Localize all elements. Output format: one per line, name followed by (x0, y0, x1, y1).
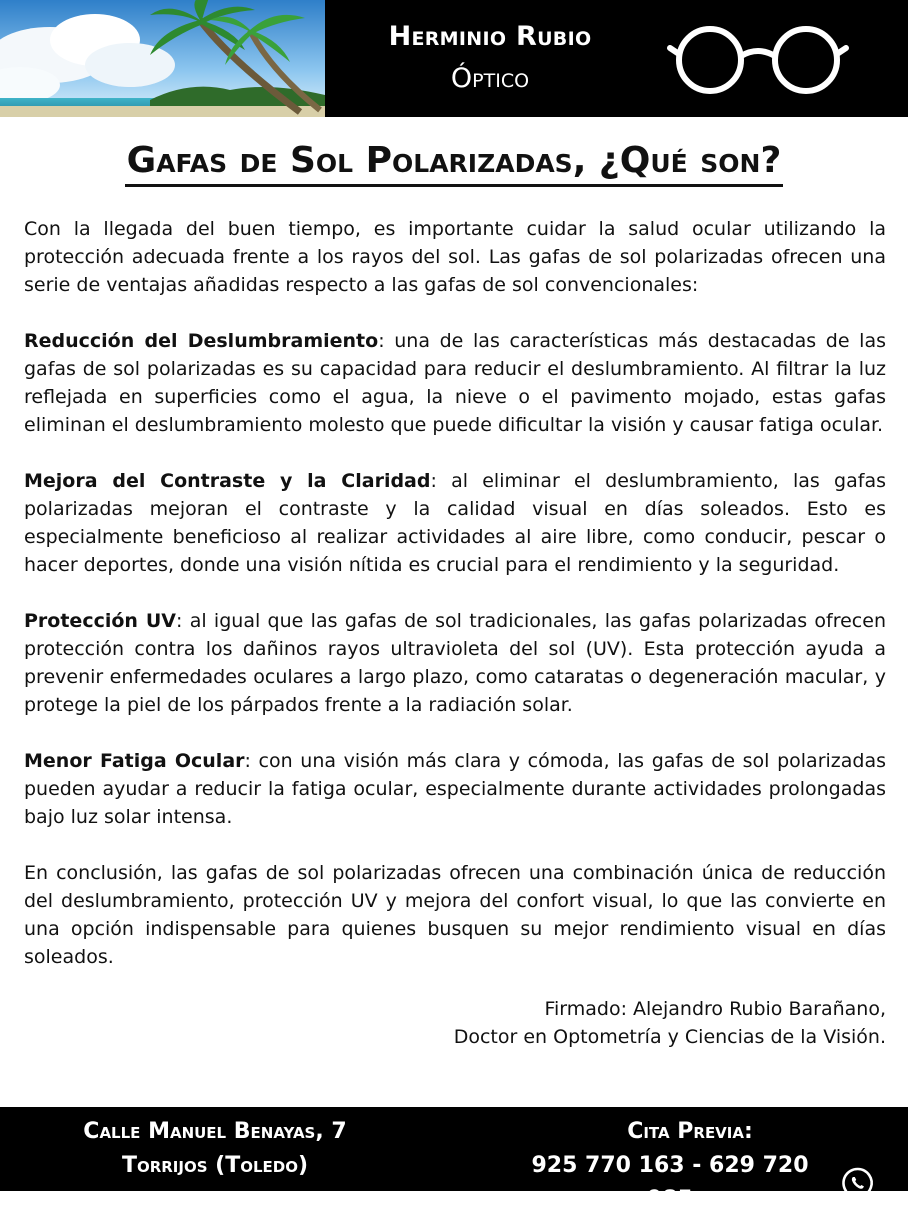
brand-name: Herminio Rubio (388, 21, 592, 52)
section-paragraph (24, 467, 886, 579)
section-heading: Reducción del Deslumbramiento (24, 330, 379, 352)
section-text: : con una visión más clara y cómoda, las gafas de sol polarizadas pueden ayudar a reducir la fatiga ocular, especialmente durante actividades prolongadas bajo luz solar intensa. (24, 750, 886, 828)
address-street: Calle Manuel Benayas, 7 (83, 1119, 347, 1144)
address-block (60, 1115, 370, 1183)
article-body (24, 215, 886, 1051)
section-text: : al eliminar el deslumbramiento, las gafas polarizadas mejoran el contraste y la calidad visual en días soleados. Esto es especialmente beneficioso al realizar actividades al aire libre, como conducir, pescar o hacer deportes, donde una visión nítida es crucial para el rendimiento y la seguridad. (24, 470, 886, 576)
page-title-text: Gafas de Sol Polarizadas, ¿Qué son? (125, 138, 784, 187)
section-paragraph (24, 747, 886, 831)
appointment-label: Cita Previa: (627, 1119, 753, 1144)
brand-block (325, 0, 655, 117)
beach-palm-image (0, 0, 325, 117)
section-paragraph (24, 607, 886, 719)
brand-subtitle: Óptico (450, 63, 530, 94)
appointment-block (505, 1115, 875, 1217)
phone-numbers[interactable]: 925 770 163 - 629 720 985 (531, 1153, 809, 1212)
page-title (0, 138, 908, 187)
glasses-icon (668, 22, 848, 94)
section-heading: Menor Fatiga Ocular (24, 750, 245, 772)
phone-row (505, 1149, 875, 1217)
section-heading: Mejora del Contraste y la Claridad (24, 470, 431, 492)
intro-paragraph: Con la llegada del buen tiempo, es importante cuidar la salud ocular utilizando la protección adecuada frente a los rayos del sol. Las gafas de sol polarizadas ofrecen una serie de ventajas añadidas respecto a las gafas de sol convencionales: (24, 218, 886, 296)
section-text: : una de las características más destacadas de las gafas de sol polarizadas es su capacidad para reducir el deslumbramiento. Al filtrar la luz reflejada en superficies como el agua, la nieve o el pavimento mojado, estas gafas eliminan el deslumbramiento molesto que puede dificultar la visión y causar fatiga ocular. (24, 330, 887, 436)
signature-name: Firmado: Alejandro Rubio Barañano, (544, 998, 886, 1020)
whatsapp-icon[interactable] (841, 1166, 875, 1200)
section-paragraph (24, 327, 886, 439)
header-bar (0, 0, 908, 117)
conclusion-paragraph: En conclusión, las gafas de sol polarizadas ofrecen una combinación única de reducción del deslumbramiento, protección UV y mejora del confort visual, lo que las convierte en una opción indispensable para quienes busquen su mejor rendimiento visual en días soleados. (24, 862, 886, 968)
signature (24, 995, 886, 1051)
section-text: : al igual que las gafas de sol tradicionales, las gafas polarizadas ofrecen protección contra los dañinos rayos ultravioleta del sol (UV). Esta protección ayuda a prevenir enfermedades oculares a largo plazo, como cataratas o degeneración macular, y protege la piel de los párpados frente a la radiación solar. (24, 610, 886, 716)
address-city: Torrijos (Toledo) (121, 1153, 309, 1178)
signature-title: Doctor en Optometría y Ciencias de la Visión. (453, 1026, 886, 1048)
section-heading: Protección UV (24, 610, 176, 632)
footer-bar (0, 1107, 908, 1212)
